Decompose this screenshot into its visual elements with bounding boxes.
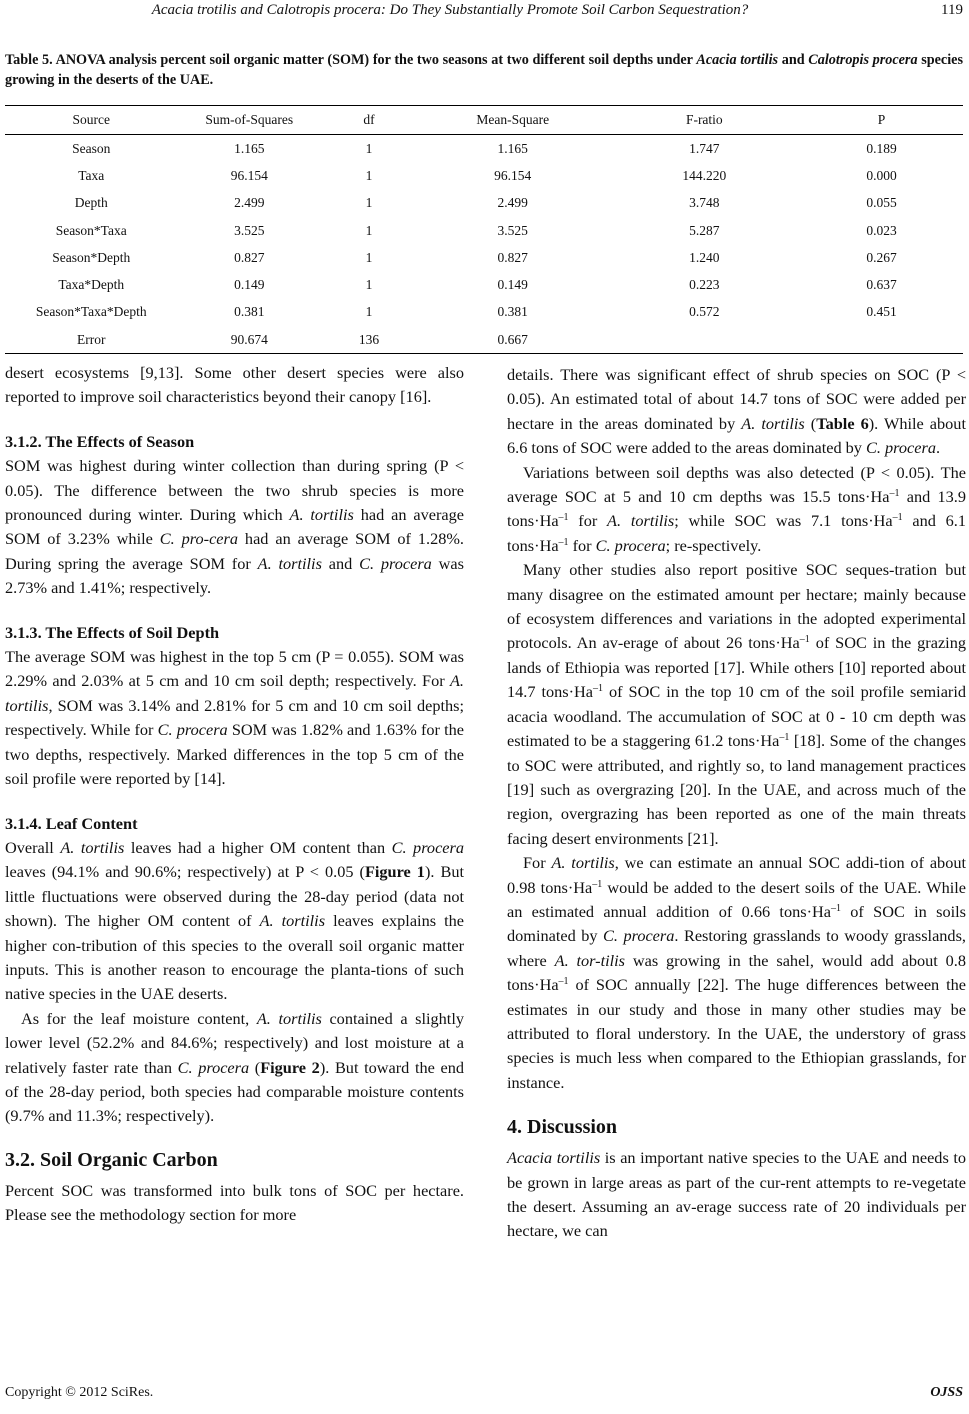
text-run: ; re-spectively. — [665, 535, 762, 555]
text-run: for — [568, 511, 608, 531]
paragraph — [5, 645, 464, 791]
table-cell: 1.165 — [234, 140, 265, 156]
left-column — [5, 361, 464, 1228]
text-run: leaves had a higher OM content than — [124, 837, 392, 857]
species-name: C. procera — [595, 535, 666, 555]
table-cell: 96.154 — [230, 167, 268, 183]
text-run: and — [321, 553, 360, 573]
paragraph — [507, 461, 966, 559]
species-name: C. procera — [866, 438, 936, 458]
table-cell — [609, 326, 801, 354]
column-header: Source — [5, 106, 177, 135]
text-run: ). But toward the end of the 28-day period, both species had comparable moisture contents (9.7% and 11.3%; respectively). — [5, 1057, 464, 1126]
text-run: and 13.9 tons·Ha — [507, 487, 966, 531]
text-run: would be added to the desert soils of the UAE. While an estimated annual addition of 0.66 tons·Ha — [507, 877, 967, 921]
table-row — [5, 217, 963, 244]
table-cell: 0.055 — [866, 195, 897, 211]
table-reference[interactable]: Table 6 — [816, 413, 869, 433]
paragraph — [507, 558, 966, 851]
running-title-rest: : Do They Substantially Promote Soil Carbon Sequestration? — [380, 2, 749, 18]
running-title-species-a: Acacia trotilis — [151, 2, 237, 18]
text-run: As for the leaf moisture content, — [21, 1008, 257, 1028]
text-run: contained a slightly lower level (52.2% and 84.6%; respectively) and lost moisture at a relatively faster rate than — [5, 1008, 464, 1077]
table-cell: 144.220 — [682, 167, 727, 183]
column-header: Mean-Square — [417, 106, 609, 135]
table-cell: 1 — [365, 140, 373, 156]
page-number: 119 — [941, 2, 963, 18]
text-run: ( — [804, 413, 817, 433]
species-name: A. tor-tilis — [554, 950, 626, 970]
text-run: ). While about 6.6 tons of SOC were added to the areas dominated by — [507, 413, 966, 458]
table-cell: 3.525 — [497, 222, 528, 238]
table-caption — [5, 50, 963, 90]
page-header — [0, 0, 969, 26]
table-cell: 3.525 — [234, 222, 265, 238]
table-cell: 0.637 — [866, 277, 897, 293]
table-row — [5, 299, 963, 326]
figure-reference[interactable]: Figure 1 — [364, 862, 425, 882]
paragraph — [5, 454, 464, 600]
table-cell: Season*Taxa — [55, 222, 127, 238]
table-cell: 1 — [365, 195, 373, 211]
table-cell: 0.000 — [866, 167, 897, 183]
text-run: leaves (94.1% and 90.6%; respectively) at P < 0.05 ( — [5, 862, 365, 882]
column-header: P — [800, 106, 963, 135]
anova-table — [5, 105, 963, 354]
species-name: A. tortilis — [607, 511, 675, 531]
table-cell: 0.667 — [417, 326, 609, 354]
table-cell: 0.149 — [497, 277, 528, 293]
right-column — [507, 363, 966, 1244]
paragraph — [5, 1007, 464, 1129]
paragraph — [5, 836, 464, 1007]
table-cell: 0.827 — [497, 249, 528, 265]
text-run: had an average SOM of 1.28%. During spring the average SOM for — [5, 529, 464, 573]
table-cell — [800, 326, 963, 354]
paragraph — [507, 363, 966, 461]
table-cell: 0.827 — [234, 249, 265, 265]
table-cell: Taxa — [78, 167, 105, 183]
table-row — [5, 244, 963, 271]
table-cell: 0.267 — [866, 249, 897, 265]
table-cell: Season*Taxa*Depth — [35, 304, 147, 320]
journal-abbrev: OJSS — [930, 1385, 963, 1400]
text-run: . — [935, 438, 941, 458]
caption-species: Calotropis procera — [808, 52, 918, 68]
paragraph — [507, 1146, 966, 1244]
text-run: ). But little fluctuations were observed during the 28-day period (data not shown). The higher OM content of — [5, 862, 464, 931]
text-run: ( — [249, 1057, 261, 1077]
text-run: Variations between soil depths was also detected (P < 0.05). The average SOC at 5 and 10 cm depths was 15.5 tons·Ha — [507, 462, 966, 507]
section-heading-discussion: 4. Discussion — [507, 1116, 618, 1139]
column-header: F-ratio — [609, 106, 801, 135]
species-name: A. tortilis — [5, 671, 464, 715]
table-cell: 0.149 — [234, 277, 265, 293]
text-run: was 2.73% and 1.41%; respectively. — [5, 553, 464, 598]
table-cell: 1 — [365, 167, 373, 183]
table-cell: 136 — [321, 326, 417, 354]
text-run: had an average SOM of 3.23% while — [5, 505, 464, 549]
text-run: is an important native species to the UAE and needs to be grown in large areas as part of the cur-rent attempts to re-vegetate the desert. Assuming an av-erage success rate of 20 individuals per hectare, we can — [507, 1148, 967, 1241]
table-cell: 0.572 — [689, 304, 720, 320]
section-heading-soc: 3.2. Soil Organic Carbon — [5, 1148, 218, 1171]
superscript: –1 — [779, 732, 790, 744]
table-cell: 3.748 — [689, 195, 720, 211]
table-cell: 0.223 — [689, 277, 720, 293]
table-row — [5, 271, 963, 298]
species-name: C. pro-cera — [159, 529, 238, 549]
text-run: SOM was 1.82% and 1.63% for the two depths, respectively. Marked differences in the top 5 cm of the soil profile were reported by [14]. — [5, 720, 464, 789]
text-run: and 6.1 tons·Ha — [507, 511, 966, 555]
table-cell: Depth — [74, 195, 108, 211]
species-name: C. procera — [391, 837, 464, 857]
table-cell: 1.240 — [689, 249, 720, 265]
paragraph: Percent SOC was transformed into bulk tons of SOC per hectare. Please see the methodology section for more — [5, 1180, 464, 1225]
text-run: , we can estimate an annual SOC addi-tion of about 0.98 tons·Ha — [507, 853, 966, 897]
text-run: of SOC in soils dominated by — [507, 901, 966, 946]
table-row — [5, 326, 963, 354]
text-run: , SOM was 3.14% and 2.81% for 5 cm and 10 cm soil depths; respectively. While for — [5, 695, 464, 740]
species-name: A. tortilis — [259, 911, 326, 931]
superscript: –1 — [592, 878, 603, 890]
table-cell: 90.674 — [177, 326, 321, 354]
text-run: of SOC in the top 10 cm of the soil profile semiarid acacia woodland. The accumulation of SOC at 0 - 10 cm depth was estimated to be a staggering 61.2 tons·Ha — [507, 682, 967, 751]
table-label: Table 5. — [5, 52, 53, 68]
text-run: was growing in the sahel, would add about 0.8 tons·Ha — [507, 950, 967, 995]
text-run: Many other studies also report positive SOC seques-tration but many disagree on the estimated amount per hectare; mainly because of ecosystem differences and variations in the adopted experimental protocols. An av-erage of about 26 tons·Ha — [507, 560, 966, 653]
page-footer — [5, 1385, 963, 1407]
superscript: –1 — [889, 488, 900, 500]
text-run: ; while SOC was 7.1 tons·Ha — [674, 511, 893, 531]
copyright-notice: Copyright © 2012 SciRes. — [5, 1385, 154, 1400]
section-heading-leaf: 3.1.4. Leaf Content — [5, 813, 138, 833]
caption-species: Acacia tortilis — [696, 52, 779, 68]
text-run: Overall — [5, 837, 61, 857]
table-cell: 1 — [365, 249, 373, 265]
species-name: C. procera — [157, 720, 228, 740]
caption-text: species growing in the deserts of the UAE. — [5, 52, 963, 88]
text-run: of SOC in the grazing lands of Ethiopia was reported [17]. While others [10] reported about 14.7 tons·Ha — [507, 633, 966, 702]
table-cell: 1 — [365, 222, 373, 238]
species-name: Acacia tortilis — [507, 1148, 601, 1168]
table-cell: 0.189 — [866, 140, 897, 156]
table-row — [5, 162, 963, 189]
superscript: –1 — [558, 976, 569, 988]
paragraph: desert ecosystems [9,13]. Some other desert species were also reported to improve soil characteristics beyond their canopy [16]. — [5, 363, 464, 407]
column-header: Sum-of-Squares — [177, 106, 321, 135]
running-title-and: and — [236, 2, 267, 18]
table-cell: Season — [72, 140, 111, 156]
caption-text: and — [778, 52, 809, 68]
text-run: of SOC annually [22]. The huge differences between the estimates in our study and those in many other studies may be attributed to floral understory. In the UAE, the understory of grass species is much less when compared to the Ethiopian grasslands, for instance. — [507, 975, 966, 1092]
table-cell: 0.023 — [866, 222, 897, 238]
text-run: for — [568, 535, 596, 555]
table-header-row — [5, 106, 963, 135]
superscript: –1 — [799, 634, 810, 646]
section-heading-season: 3.1.2. The Effects of Season — [5, 431, 195, 451]
table-cell: 5.287 — [689, 222, 720, 238]
table-cell: 1.165 — [497, 140, 528, 156]
superscript: –1 — [830, 902, 841, 914]
species-name: C. procera — [177, 1057, 250, 1077]
superscript: –1 — [892, 512, 903, 524]
table-cell: 2.499 — [497, 195, 528, 211]
table-cell: 0.451 — [866, 304, 897, 320]
species-name: A. tortilis — [289, 505, 354, 525]
table-cell: 0.381 — [497, 304, 528, 320]
table-cell: 2.499 — [234, 195, 265, 211]
table-body — [5, 135, 963, 354]
running-title — [0, 2, 900, 19]
table-cell: 96.154 — [494, 167, 532, 183]
table-row — [5, 135, 963, 163]
table-cell: Taxa*Depth — [58, 277, 125, 293]
species-name: C. procera — [359, 553, 432, 573]
paragraph — [507, 851, 966, 1095]
table-cell: Error — [5, 326, 177, 354]
section-heading-depth: 3.1.3. The Effects of Soil Depth — [5, 622, 220, 642]
species-name: A. tortilis — [741, 413, 805, 433]
species-name: C. procera — [603, 926, 675, 946]
text-run: SOM was highest during winter collection than during spring (P < 0.05). The difference between the two shrub species is more pronounced during winter. During which — [5, 456, 464, 525]
figure-reference[interactable]: Figure 2 — [260, 1057, 320, 1077]
column-header: df — [321, 106, 417, 135]
running-title-species-b: Calotropis procera — [266, 2, 381, 18]
table-cell: 1.747 — [689, 140, 720, 156]
text-run: [18]. Some of the changes to SOC were attributed, and rightly so, to land management practices [19] such as overgrazing [20]. In the UAE, and across much of the region, overgrazing has been reported as one of the main threats facing desert environments [21]. — [507, 731, 966, 848]
text-run: details. There was significant effect of shrub species on SOC (P < 0.05). An estimated total of about 14.7 tons of SOC were added per hectare in the areas dominated by — [507, 365, 966, 433]
table-cell: 1 — [365, 277, 373, 293]
text-run: . Restoring grasslands to woody grasslands, where — [507, 926, 966, 970]
table-row — [5, 190, 963, 217]
table-cell: 1 — [365, 304, 373, 320]
text-run: leaves explains the higher con-tribution of this species to the overall soil organic matter inputs. This is another reason to encourage the planta-tions of such native species in the UAE deserts. — [5, 911, 464, 1004]
superscript: –1 — [558, 512, 569, 524]
table-cell: 0.381 — [234, 304, 265, 320]
text-run: The average SOM was highest in the top 5 cm (P = 0.055). SOM was 2.29% and 2.03% at 5 cm and 10 cm soil depth; respectively. For — [5, 647, 464, 691]
species-name: A. tortilis — [551, 853, 615, 873]
caption-text: ANOVA analysis percent soil organic matter (SOM) for the two seasons at two different soil depths under — [52, 52, 697, 68]
species-name: A. tortilis — [257, 553, 322, 573]
superscript: –1 — [558, 536, 569, 548]
superscript: –1 — [593, 683, 604, 695]
table-cell: Season*Depth — [52, 249, 131, 265]
species-name: A. tortilis — [256, 1008, 322, 1028]
text-run: For — [523, 853, 552, 873]
species-name: A. tortilis — [60, 837, 125, 857]
